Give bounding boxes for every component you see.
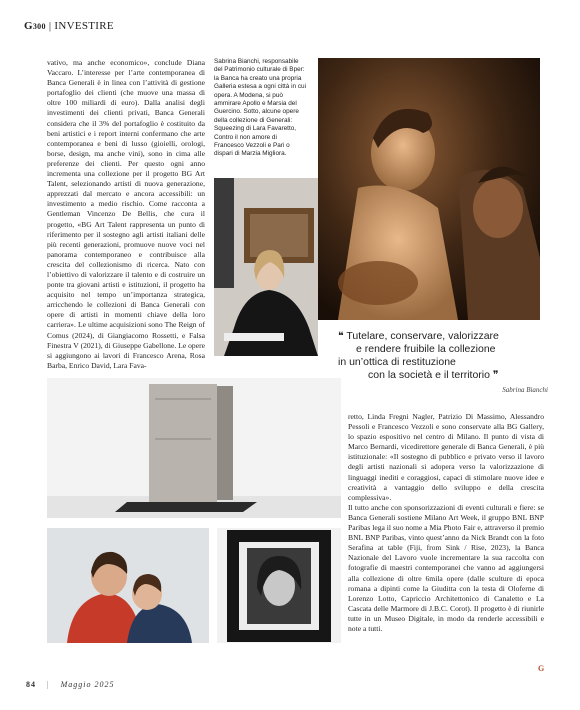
paragraph: vativo, ma anche economico», conclude Diana Vaccaro. L’interesse per l’arte contemporanea di Banca Generali è in linea con l’attività di gestione portafoglio dei clienti (che muove una massa di oltre 100 miliardi di euro). Dalla analisi degli investimenti dei clienti privati, Banca Generali considera che il 3% del portafoglio è costituito da beni artistici e i report interni confermano che arte contemporanea e beni di lusso (gioielli, orologi, borse, design, ma anche vini), sono in cima alle preferenze dei clienti. Per questo ogni anno incrementa una collezione per il progetto BG Art Talent, selezionando artisti di nuova generazione, apprezzati dal mercato e ancora accessibili: un investimento a medio rischio. Come racconta a Gentleman Vincenzo De Bellis, che cura il progetto, «BG Art Talent rappresenta un punto di riferimento per il sostegno agli artisti italiani delle più recenti generazioni, promuove nuove voci nel panorama contemporaneo e contribuisce alla crescita del collezionismo di ricerca. Nato con l’obiettivo di valorizzare il talento e di costruire un ponte tra giovani artisti e istituzioni, il progetto ha acquisito nel tempo un’importanza strategica, arricchendo le collezioni di Banca Generali con opere di artisti in momenti chiave della loro carriera». Le ultime acquisizioni sono The Reign of Comus (2024), di Giangiacomo Rossetti, e Falsa Finestra V (2021), di Giuseppe Gabellone. Le opere si aggiungono ai lavori di Francesco Arena, Rosa Barba, Enrico David, Lara Fava- bbox=[47, 58, 205, 370]
photo-squeezing-sculpture bbox=[47, 378, 341, 518]
page-number: 84 bbox=[26, 680, 36, 689]
page-footer bbox=[26, 680, 115, 689]
paragraph: Il tutto anche con sponsorizzazioni di eventi culturali e fiere: se Banca Generali sostiene Milano Art Week, il gruppo BNL BNP Paribas lega il suo nome a Mia Photo Fair e, attraverso il premio BNL BNP Paribas, vinto quest’anno da Nick Brandt con la foto Serafina at table (Fiji, from Sink / Rise, 2023), la Banca Nazionale del Lavoro vuole incrementare la sua raccolta con fotografie di maestri contemporanei che vanno ad aggiungersi alla collezione di oltre 6mila opere (dalle sculture di epoca romana a dipinti come la Giuditta con la testa di Oloferne di Lorenzo Lotto, Capriccio Architettonico di Canaletto e La Cascata delle Marmore di J.B.C. Corot). Il progetto è di riunirle tutte in un Museo Digitale, in modo da renderle accessibili e note a tutti. bbox=[348, 502, 544, 633]
quote-line: con la società e il territorio ❞ bbox=[368, 369, 499, 381]
quote-author: Sabrina Bianchi bbox=[502, 386, 548, 394]
paragraph: retto, Linda Fregni Nagler, Patrizio Di Massimo, Alessandro Pessoli e Francesco Vezzoli e sono conservate alla BG Gallery, lo spazio espositivo nel centro di Milano. Il punto di vista di Marco Bernardi, vicedirettore generale di Banca Generali, è più istituzionale: «Il sostegno di pubblico e privato verso il lavoro degli artisti nazionali si adopera verso la valorizzazione di linguaggi inediti e coraggiosi, capaci di stimolare nuove idee e creatività a vantaggio dello sviluppo e della crescita complessiva». bbox=[348, 412, 544, 502]
photo-pari-o-dispari bbox=[217, 528, 341, 643]
issue-date: Maggio 2025 bbox=[60, 680, 115, 689]
sculpture-image bbox=[47, 378, 341, 518]
portrait-image bbox=[214, 178, 318, 356]
photo-contro-il-non-amore bbox=[47, 528, 209, 643]
footer-separator: | bbox=[47, 680, 50, 689]
framed-portrait-image bbox=[217, 528, 341, 643]
quote-line: ❝ Tutelare, conservare, valorizzare bbox=[338, 330, 499, 342]
magazine-logo: G300 bbox=[24, 20, 46, 32]
painting-image bbox=[318, 58, 540, 320]
end-mark: G bbox=[538, 664, 545, 673]
painting-apollo-marsia bbox=[318, 58, 540, 320]
pull-quote bbox=[338, 330, 548, 397]
quote-line: e rendere fruibile la collezione bbox=[356, 343, 496, 355]
photo-caption: Sabrina Bianchi, responsabile del Patrimonio culturale di Bper: la Banca ha creato una propria Galleria estesa a ogni città in cui opera. A Modena, si può ammirare Apollo e Marsia del Guercino. Sotto, alcune opere della collezione di Generali: Squeezing di Lara Favaretto, Contro il non amore di Francesco Vezzoli e Pari o dispari di Marzia Migliora. bbox=[214, 58, 307, 158]
section-name: | INVESTIRE bbox=[48, 20, 114, 32]
right-column-text bbox=[348, 412, 544, 634]
running-header bbox=[24, 20, 114, 32]
quote-line: in un’ottica di restituzione bbox=[338, 356, 456, 368]
left-column-text bbox=[47, 58, 205, 371]
photo-sabrina-bianchi bbox=[214, 178, 318, 356]
embrace-image bbox=[47, 528, 209, 643]
